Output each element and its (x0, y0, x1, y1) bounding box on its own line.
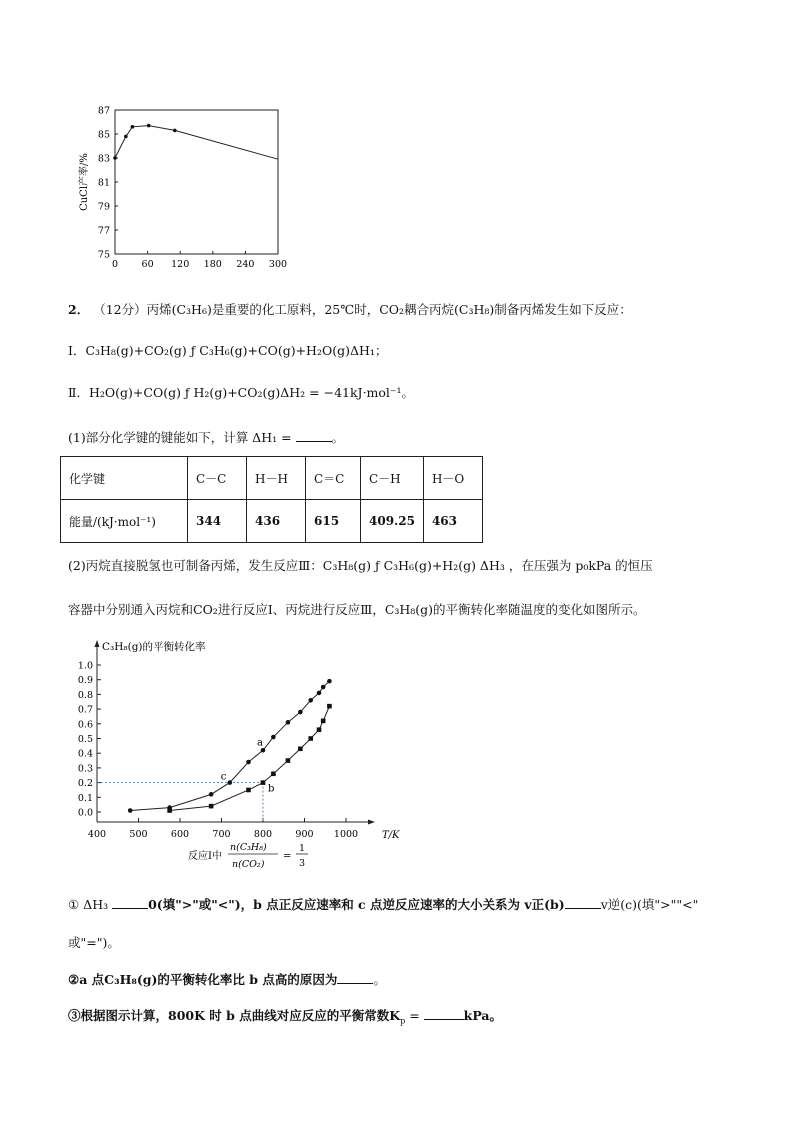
chart2-xtick-label: 800 (253, 829, 273, 840)
chart1-xtick-label: 300 (268, 259, 288, 270)
chart2-ytick-label: 0.4 (77, 748, 93, 760)
table-cell: 463 (423, 500, 482, 543)
chart1-xtick-label: 240 (236, 259, 255, 270)
subq1-prefix: ① ΔH₃ (68, 897, 113, 912)
chart2-point-square (308, 736, 313, 741)
table-header-row (61, 457, 483, 500)
part-2-line-2: 容器中分别通入丙烷和CO₂进行反应Ⅰ、丙烷进行反应Ⅲ，C₃H₈(g)的平衡转化率随温度的变化如图所示。 (68, 602, 646, 617)
chart2-point-circle (321, 685, 326, 690)
chart2-xtick-label: 500 (129, 829, 148, 840)
chart2-ytick-label: 1.0 (77, 660, 93, 672)
cucl-yield-chart (60, 100, 300, 280)
table-cell: 409.25 (361, 500, 424, 543)
chart2-point-circle (261, 748, 266, 753)
point-label-b: b (268, 783, 275, 795)
subquestion-2 (68, 970, 386, 988)
subq2-end: 。 (373, 972, 386, 987)
chart2-point-square (209, 804, 214, 809)
chart2-xtick-label: 600 (170, 829, 190, 840)
chart1-ytick-label: 81 (97, 177, 110, 189)
subquestion-1 (68, 895, 698, 913)
chart1-ytick-label: 79 (97, 201, 110, 213)
chart2-point-circle (317, 691, 322, 696)
subq3-eq: = (405, 1008, 424, 1023)
chart1-series-line (115, 126, 278, 160)
part-1-end: 。 (331, 430, 345, 445)
caption-denominator: n(CO₂) (232, 859, 265, 870)
chart1-ytick-label: 83 (97, 153, 110, 165)
chart2-ytick-label: 0.9 (77, 675, 93, 687)
chart2-ytick-label: 0.6 (77, 719, 93, 731)
chart1-ytick-label: 75 (97, 249, 110, 261)
chart2-xtick-label: 900 (295, 829, 314, 840)
chart2-point-circle (271, 735, 276, 740)
table-cell: H－H (247, 457, 306, 500)
chart1-xtick-label: 120 (171, 259, 190, 270)
chart2-point-square (317, 727, 322, 732)
subq3-text: ③根据图示计算，800K 时 b 点曲线对应反应的平衡常数K (68, 1008, 401, 1023)
subq3-sub: p (400, 1016, 406, 1026)
answer-blank-dh1[interactable] (296, 430, 332, 442)
chart1-data-point (131, 125, 135, 129)
chart2-point-square (261, 780, 266, 785)
table-cell: C＝C (306, 457, 361, 500)
conversion-vs-temperature-chart (70, 632, 420, 877)
chart1-ytick-label: 85 (97, 129, 110, 141)
subq3-end: kPa。 (463, 1008, 502, 1023)
chart2-xtick-label: 400 (87, 829, 107, 840)
table-cell: H－O (423, 457, 482, 500)
chart1-ytick-label: 87 (97, 105, 110, 117)
chart1-ytick-label: 77 (97, 225, 110, 237)
chart2-xtick-label: 1000 (333, 829, 359, 840)
chart2-point-circle (286, 720, 291, 725)
question-intro: （12分）丙烯(C₃H₆)是重要的化工原料，25℃时，CO₂耦合丙烷(C₃H₈)制备丙烯发生如下反应： (93, 302, 632, 317)
reaction-2: Ⅱ．H₂O(g)+CO(g) ƒ H₂(g)+CO₂(g)ΔH₂ = −41kJ·mol⁻¹。 (68, 385, 415, 400)
chart2-ylabel: C₃H₈(g)的平衡转化率 (102, 641, 206, 653)
answer-blank-reason[interactable] (337, 972, 373, 984)
chart1-xtick-label: 180 (203, 259, 222, 270)
chart2-point-circle (327, 679, 332, 684)
chart2-ytick-label: 0.5 (77, 734, 93, 745)
answer-blank-kp[interactable] (424, 1008, 464, 1020)
part-2-line-1: (2)丙烷直接脱氢也可制备丙烯，发生反应Ⅲ：C₃H₈(g) ƒ C₃H₆(g)+H₂(g) ΔH₃ ，在压强为 p₀kPa 的恒压 (68, 558, 653, 573)
caption-prefix: 反应Ⅰ中 (188, 851, 222, 862)
part-1-text: (1)部分化学键的键能如下，计算 ΔH₁ = (68, 430, 296, 445)
chart1-ylabel: CuCl产率/% (79, 153, 90, 211)
chart2-ytick-label: 0.2 (77, 778, 93, 790)
chart2-ytick-label: 0.3 (77, 763, 93, 775)
chart2-xlabel: T/K (382, 830, 400, 841)
subq2-text: ②a 点C₃H₈(g)的平衡转化率比 b 点高的原因为 (68, 972, 338, 987)
chart1-data-point (147, 124, 151, 128)
table-row (61, 500, 483, 543)
chart2-point-circle (209, 792, 214, 797)
reaction-1: Ⅰ．C₃H₈(g)+CO₂(g) ƒ C₃H₆(g)+CO(g)+H₂O(g)ΔH₁； (68, 343, 388, 358)
chart1-plot-frame (115, 110, 278, 254)
question-number: 2． (68, 302, 90, 317)
table-cell: 436 (247, 500, 306, 543)
chart2-point-circle (228, 780, 233, 785)
subq1-middle: 0(填">"或"<")，b 点正反应速率和 c 点逆反应速率的大小关系为 v正(b) (148, 897, 565, 912)
chart2-point-circle (308, 698, 313, 703)
caption-equals: = (283, 851, 292, 862)
subquestion-3 (68, 1006, 502, 1026)
point-label-c: c (220, 771, 227, 783)
chart2-point-circle (246, 760, 251, 765)
chart2-ytick-label: 0.1 (77, 792, 93, 804)
caption-numerator: n(C₃H₈) (230, 842, 267, 853)
part-1-prompt (68, 428, 344, 446)
chart2-ytick-label: 0.7 (77, 704, 93, 716)
table-cell: C－C (188, 457, 247, 500)
bond-energy-table (60, 456, 483, 543)
table-cell: 344 (188, 500, 247, 543)
x-axis-arrow-icon (368, 820, 375, 825)
chart2-series-circle-line (130, 681, 329, 810)
chart1-data-point (113, 156, 117, 160)
chart2-point-square (327, 704, 332, 709)
chart1-xtick-label: 0 (111, 259, 119, 270)
question-2-header (68, 300, 632, 318)
table-cell: C－H (361, 457, 424, 500)
chart2-point-square (271, 771, 276, 776)
chart2-point-square (246, 788, 251, 793)
chart2-series-square-line (170, 706, 330, 810)
chart2-point-square (286, 758, 291, 763)
chart1-data-point (124, 135, 128, 139)
subquestion-1-cont: 或"=")。 (68, 935, 120, 950)
caption-ratio-num: 1 (299, 843, 306, 854)
chart2-point-square (167, 808, 172, 813)
answer-blank-dh3[interactable] (112, 897, 148, 909)
chart1-xtick-label: 60 (141, 259, 154, 270)
subq1-end: v逆(c)(填">""<" (600, 897, 699, 912)
chart2-point-circle (298, 710, 303, 715)
chart2-ytick-label: 0.8 (77, 689, 93, 701)
point-label-a: a (257, 737, 263, 749)
chart2-xtick-label: 700 (212, 829, 231, 840)
table-cell: 化学键 (61, 457, 188, 500)
chart2-point-square (321, 719, 326, 724)
chart2-point-square (298, 746, 303, 751)
y-axis-arrow-icon (95, 640, 100, 647)
answer-blank-rate[interactable] (565, 897, 601, 909)
table-cell: 615 (306, 500, 361, 543)
chart1-data-point (173, 129, 177, 133)
chart2-point-circle (128, 808, 133, 813)
caption-ratio-den: 3 (299, 858, 306, 869)
chart2-ytick-label: 0.0 (77, 807, 93, 819)
table-cell: 能量/(kJ·mol⁻¹) (61, 500, 188, 543)
